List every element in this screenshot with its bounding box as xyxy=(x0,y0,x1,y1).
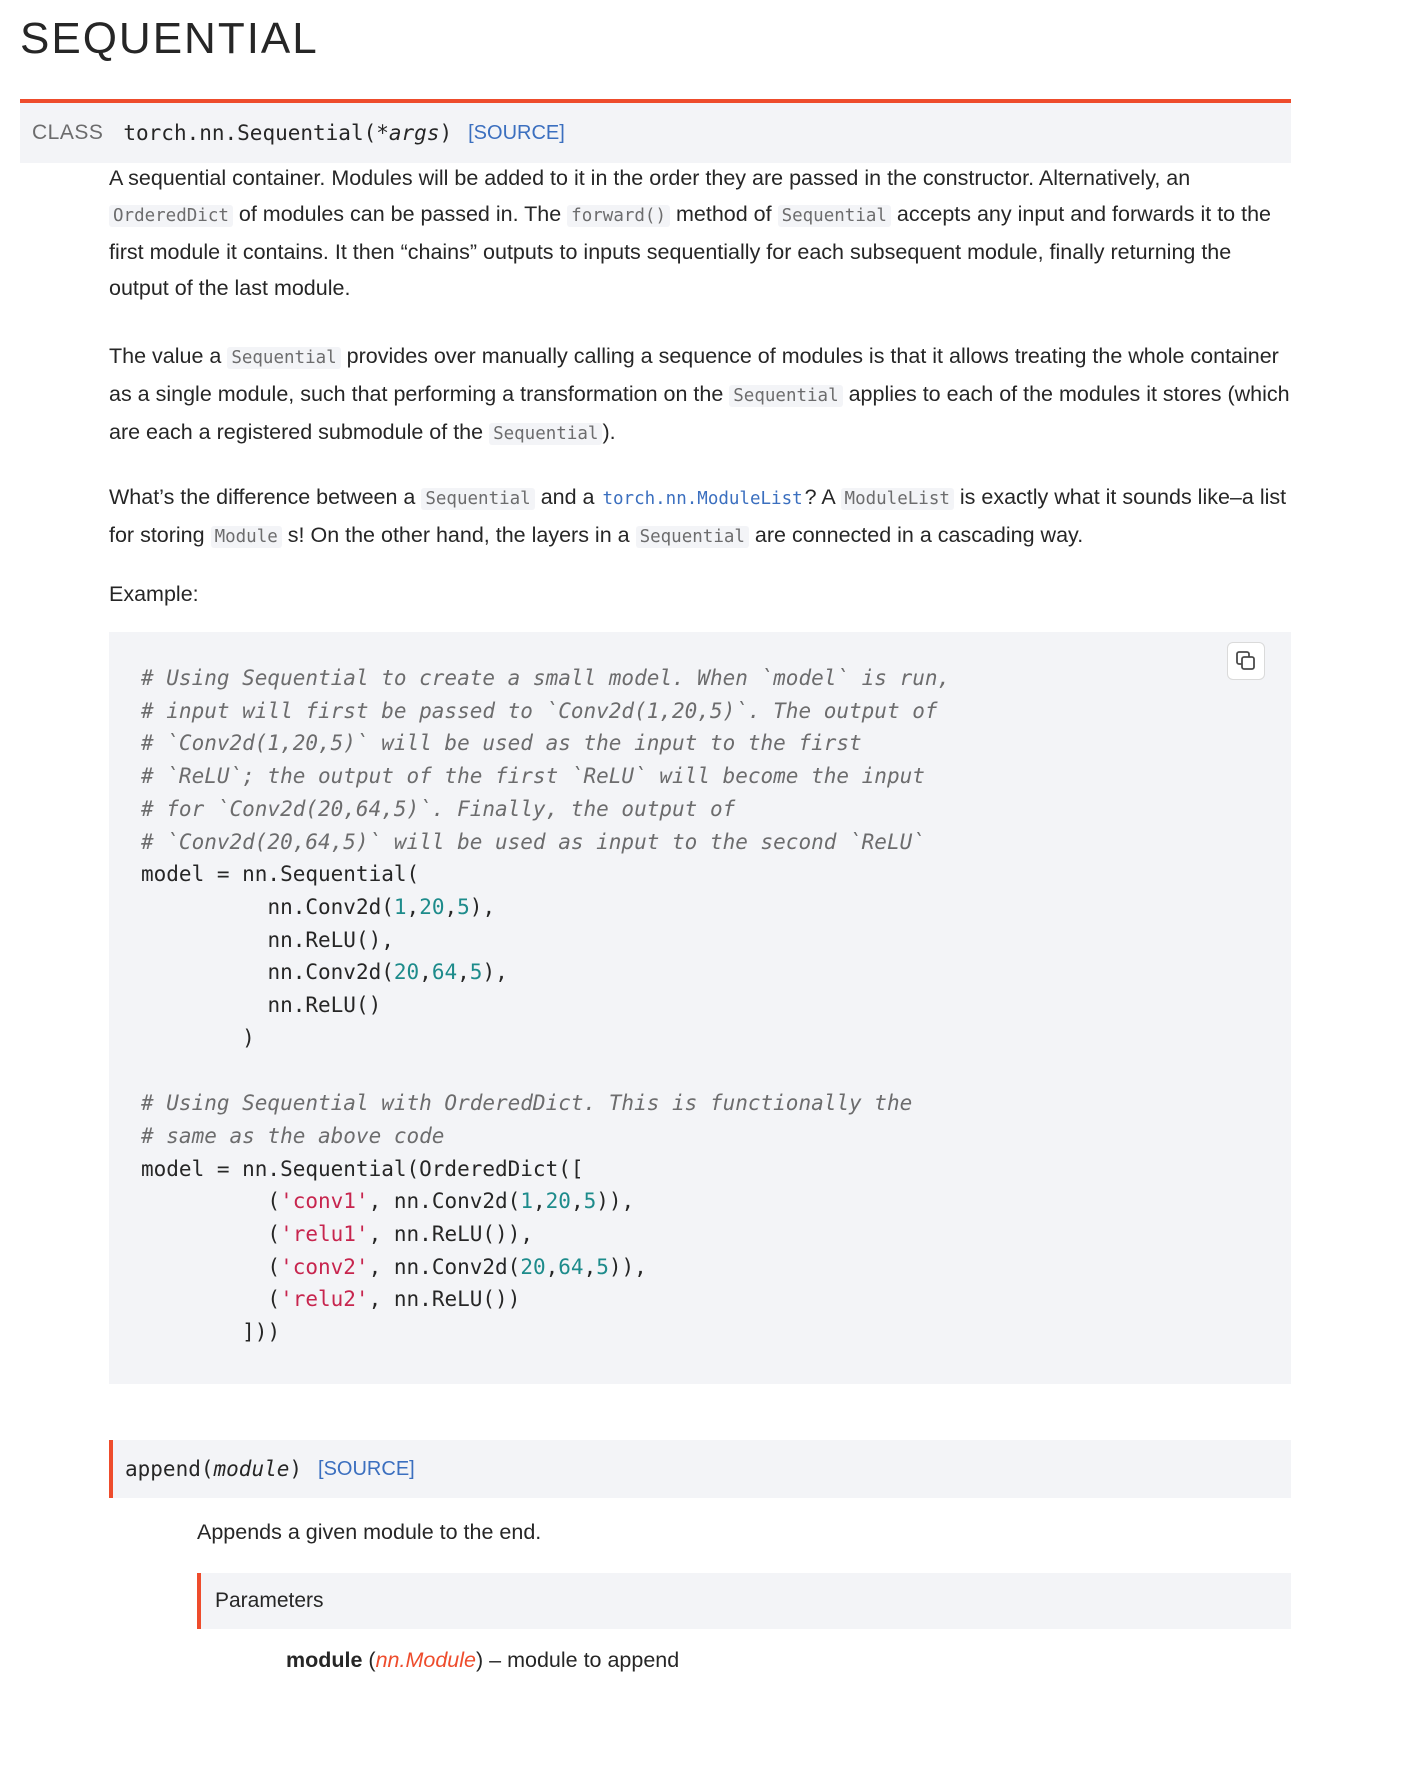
page-title: SEQUENTIAL xyxy=(20,14,319,63)
inline-code-sequential: Sequential xyxy=(636,526,749,548)
method-name: append(module) xyxy=(125,1457,303,1481)
inline-code-forward: forward() xyxy=(567,205,670,227)
param-desc: – module to append xyxy=(483,1648,680,1672)
inline-code-module: Module xyxy=(211,526,282,548)
description-paragraph-2: The value a Sequential provides over manually calling a sequence of modules is that it allows treating the whole container as a single module, such that performing a transformation on the Sequential applies to each of the modules it stores (which are each a registered submodule of the Sequential ). xyxy=(109,344,1290,444)
method-source-link[interactable]: [SOURCE] xyxy=(318,1457,415,1480)
append-description: Appends a given module to the end. xyxy=(197,1520,542,1544)
inline-code-sequential: Sequential xyxy=(729,385,842,407)
copy-button[interactable] xyxy=(1227,642,1265,680)
inline-code-sequential: Sequential xyxy=(489,423,602,445)
param-name: module xyxy=(286,1648,363,1672)
code-block xyxy=(109,632,1291,1384)
example-label: Example: xyxy=(109,582,199,606)
copy-icon xyxy=(1235,650,1257,672)
inline-code-sequential: Sequential xyxy=(778,205,891,227)
append-method-signature xyxy=(109,1440,1291,1498)
description-paragraph-3: What’s the difference between a Sequential and a torch.nn.ModuleList? A ModuleList is exactly what it sounds like–a list for storing Module s! On the other hand, the layers in a Sequential are connected in a cascading way. xyxy=(109,485,1287,547)
param-type-link[interactable]: nn.Module xyxy=(375,1648,476,1672)
class-signature xyxy=(20,99,1291,163)
parameters-header: Parameters xyxy=(197,1573,1291,1629)
parameter-item: module (nn.Module) – module to append xyxy=(286,1648,680,1672)
inline-code-modulelist: ModuleList xyxy=(841,488,954,510)
inline-code-sequential: Sequential xyxy=(227,347,340,369)
class-name: torch.nn.Sequential(*args) xyxy=(123,121,453,145)
description-paragraph-1: A sequential container. Modules will be added to it in the order they are passed in the constructor. Alternatively, an OrderedDict of modules can be passed in. The forward() method of Sequential accepts any input and forwards it to the first module it contains. It then “chains” outputs to inputs sequentially for each subsequent module, finally returning the output of the last module. xyxy=(109,166,1271,300)
inline-code-ordereddict: OrderedDict xyxy=(109,205,233,227)
method-arg: module xyxy=(213,1457,290,1481)
code-text: # Using Sequential to create a small model. When `model` is run, # input will first be passed to `Conv2d(1,20,5)`. The output of # `Conv2d(1,20,5)` will be used as the input to the first # `ReLU`; the output of the first `ReLU` will become the input # for `Conv2d(20,64,5)`. Finally, the output of # `Conv2d(20,64,5)` will be used as input to the second `ReLU` model = nn.Sequential( nn.Conv2d(1,20,5), nn.ReLU(), nn.Conv2d(20,64,5), nn.ReLU() ) # Using Sequential with OrderedDict. This is functionally the # same as the above code model = nn.Sequential(OrderedDict([ ('conv1', nn.Conv2d(1,20,5)), ('relu1', nn.ReLU()), ('conv2', nn.Conv2d(20,64,5)), ('relu2', nn.ReLU()) ])) xyxy=(141,666,951,1345)
modulelist-link[interactable]: torch.nn.ModuleList xyxy=(602,489,803,509)
inline-code-sequential: Sequential xyxy=(421,488,534,510)
class-arg: *args xyxy=(376,121,440,145)
class-keyword: CLASS xyxy=(32,121,104,144)
class-source-link[interactable]: [SOURCE] xyxy=(468,121,565,144)
